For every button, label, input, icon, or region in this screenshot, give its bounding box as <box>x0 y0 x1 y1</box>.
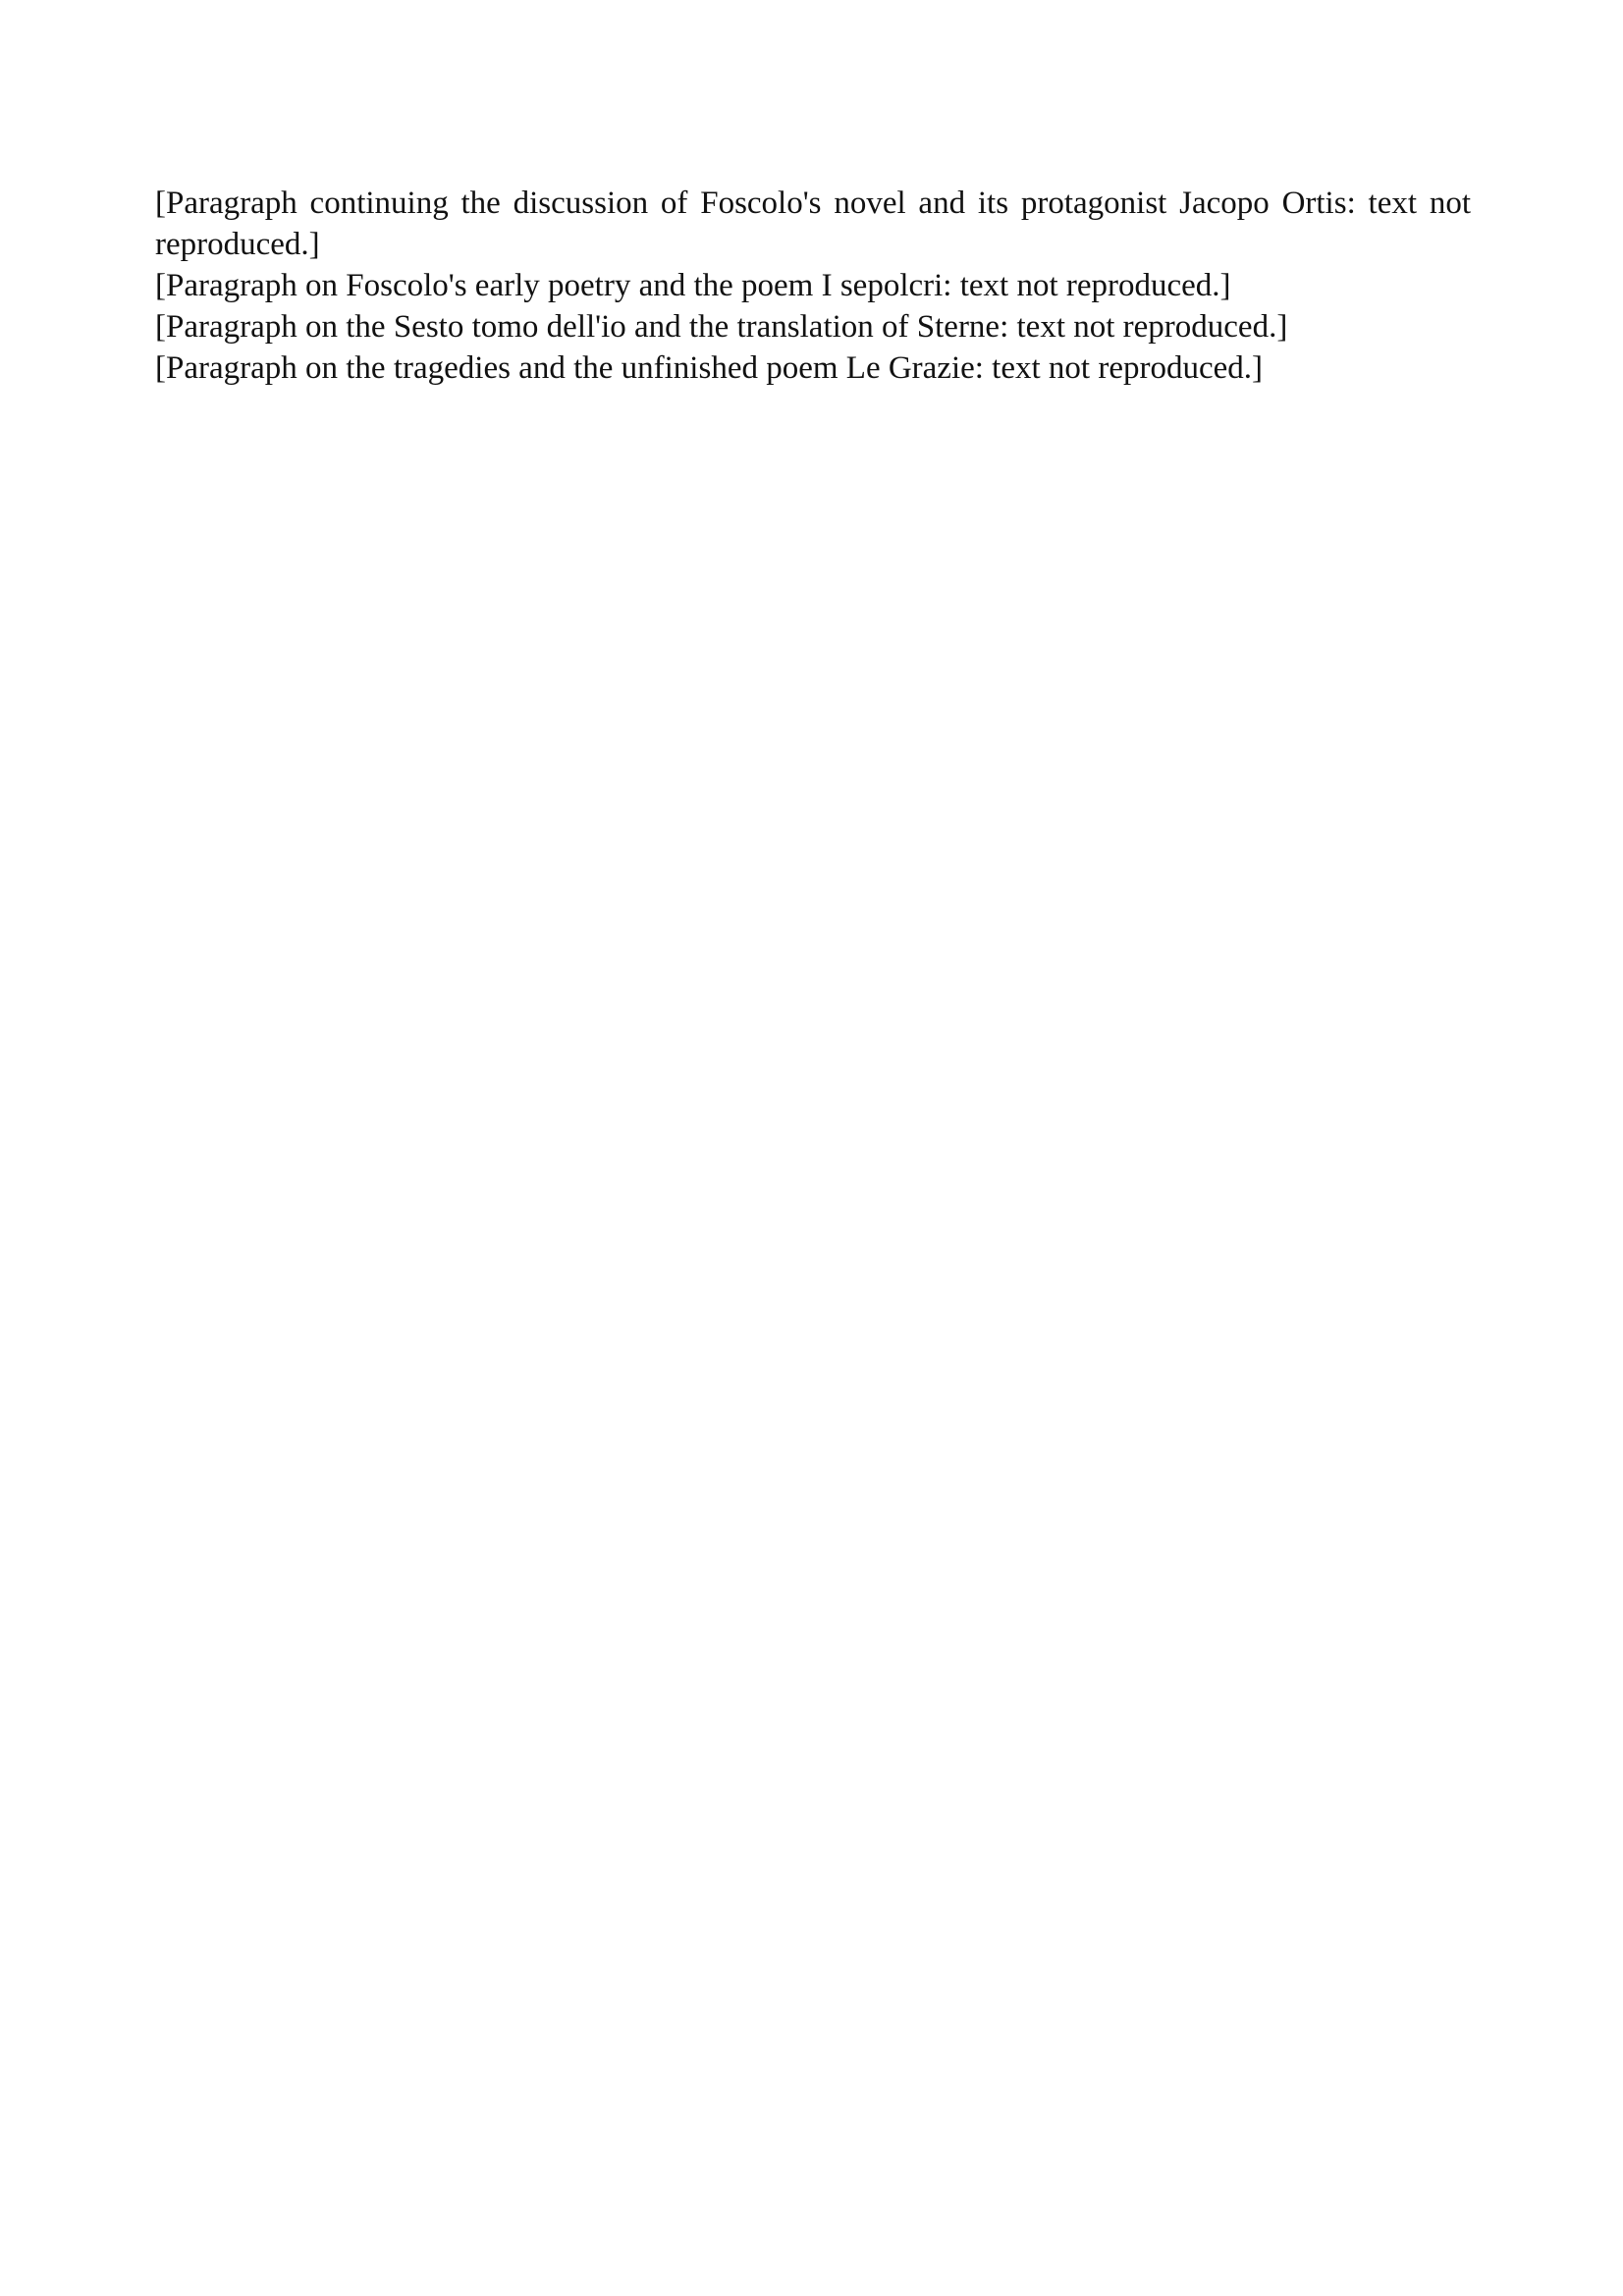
paragraph-1: [Paragraph continuing the discussion of Foscolo's novel and its protagonist Jacopo Ortis: text not reproduced.] <box>155 186 1471 262</box>
body-text <box>155 183 1471 389</box>
paragraph-3: [Paragraph on the Sesto tomo dell'io and the translation of Sterne: text not reproduced.] <box>155 309 1288 345</box>
paragraph-4: [Paragraph on the tragedies and the unfinished poem Le Grazie: text not reproduced.] <box>155 350 1263 386</box>
paragraph-2: [Paragraph on Foscolo's early poetry and the poem I sepolcri: text not reproduced.] <box>155 268 1231 303</box>
